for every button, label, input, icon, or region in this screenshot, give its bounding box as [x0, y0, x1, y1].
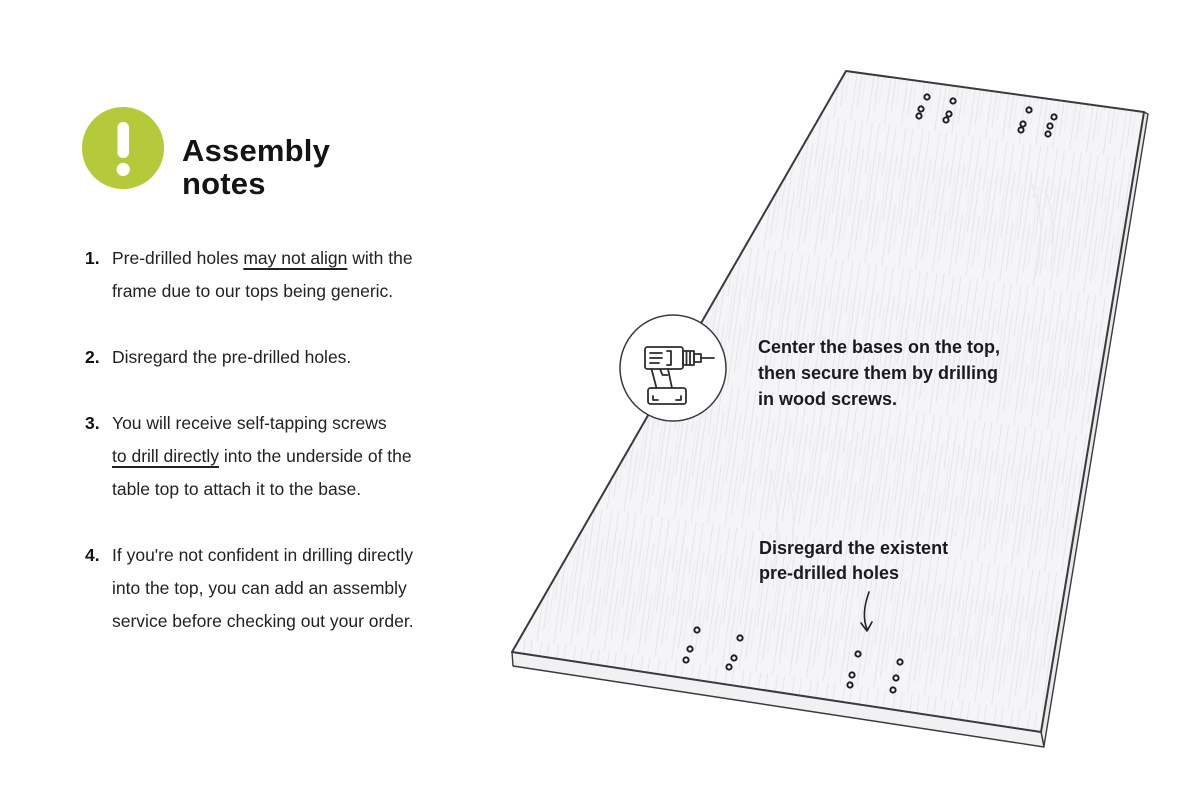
note-text: Disregard the pre-drilled holes. [112, 347, 352, 367]
holes-note-callout: Disregard the existent pre-drilled holes [759, 538, 949, 583]
note-item [85, 242, 495, 308]
exclamation-icon [82, 107, 164, 189]
exclamation-badge [82, 107, 164, 189]
note-number: 1. [85, 248, 100, 268]
drill-instruction-callout: Center the bases on the top, then secure them by drilling in wood screws. [758, 337, 1001, 409]
note-item [85, 407, 495, 506]
note-item [85, 539, 495, 638]
page-title: Assembly notes [182, 132, 331, 201]
note-number: 2. [85, 347, 100, 367]
drill-circle-badge [620, 315, 726, 421]
note-text: Pre-drilled holes may not align with the frame due to our tops being generic. [112, 248, 413, 301]
note-number: 4. [85, 545, 100, 565]
note-text: You will receive self-tapping screws to drill directly into the underside of the table top to attach it to the base. [112, 413, 412, 499]
note-text: If you're not confident in drilling directly into the top, you can add an assembly service before checking out your order. [112, 545, 414, 631]
note-number: 3. [85, 413, 100, 433]
notes-list [85, 242, 495, 671]
note-item [85, 341, 495, 374]
